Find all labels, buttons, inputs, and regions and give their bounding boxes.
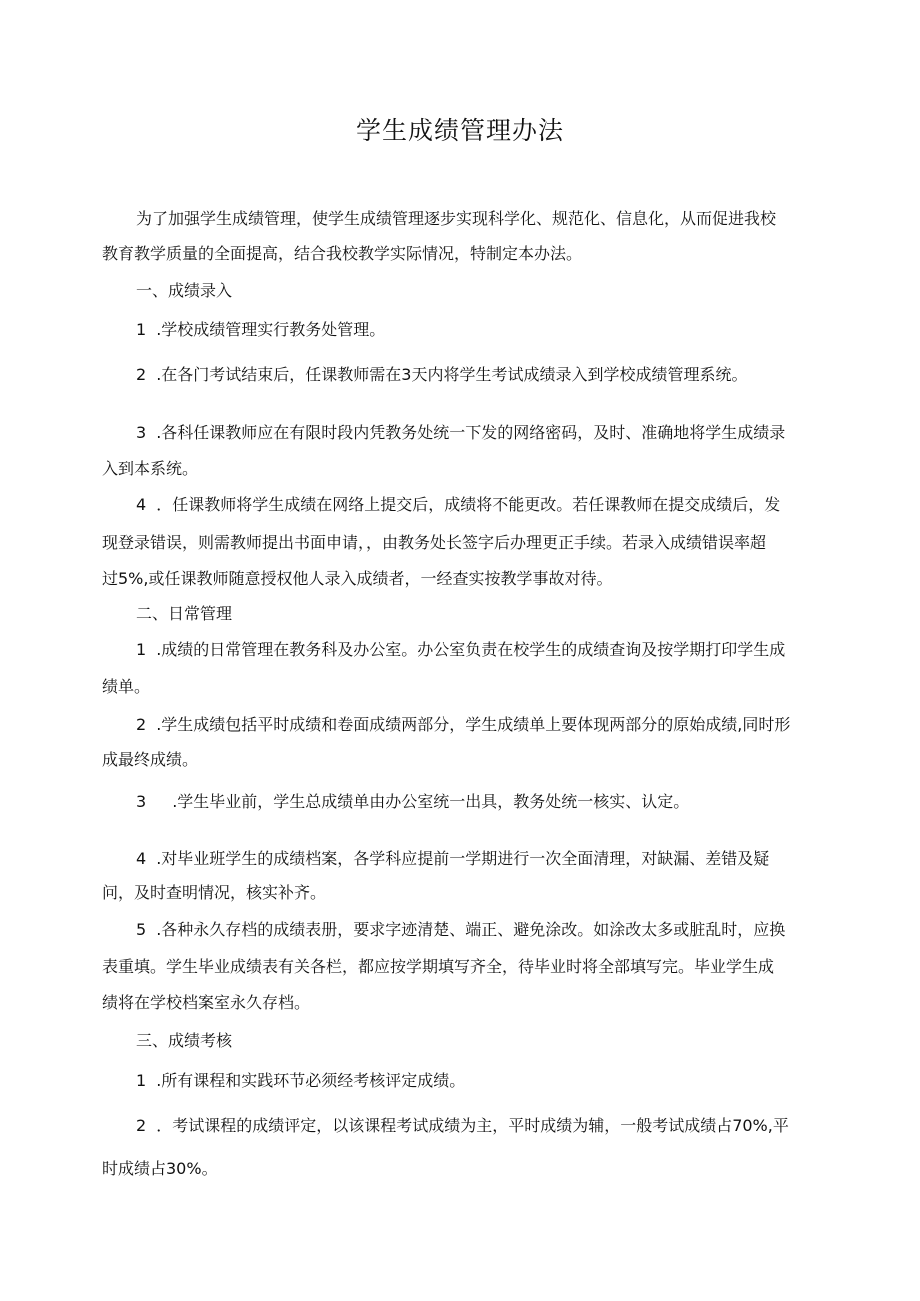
list-item xyxy=(136,365,822,385)
item-text-continuation: 入到本系统。 xyxy=(102,459,199,478)
item-number: 2 xyxy=(136,1116,147,1135)
item-text-continuation: 现登录错误，则需教师提出书面申请，，由教务处长签字后办理更正手续。若录入成绩错误率超 xyxy=(102,533,767,552)
item-text: ．考试课程的成绩评定，以该课程考试成绩为主，平时成绩为辅，一般考试成绩占70%,平 xyxy=(156,1116,789,1135)
section-heading: 二、日常管理 xyxy=(136,604,233,623)
item-number: 4 xyxy=(136,495,147,514)
list-item xyxy=(136,792,822,812)
item-number: 2 xyxy=(136,715,147,734)
intro-line-1: 为了加强学生成绩管理，使学生成绩管理逐步实现科学化、规范化、信息化，从而促进我校 xyxy=(136,209,777,228)
intro-line-2: 教育教学质量的全面提高，结合我校教学实际情况，特制定本办法。 xyxy=(102,244,583,263)
item-text: .学校成绩管理实行教务处管理。 xyxy=(156,320,386,339)
list-item xyxy=(136,1116,822,1136)
item-text-continuation: 绩单。 xyxy=(102,677,151,696)
item-text-continuation: 时成绩占30%。 xyxy=(102,1159,218,1178)
list-item xyxy=(136,920,822,940)
item-text: .各种永久存档的成绩表册，要求字迹清楚、端正、避免涂改。如涂改太多或脏乱时，应换 xyxy=(156,920,786,939)
item-number: 1 xyxy=(136,1071,147,1090)
item-text: .所有课程和实践环节必须经考核评定成绩。 xyxy=(156,1071,466,1090)
list-item xyxy=(136,320,822,340)
list-item xyxy=(136,849,822,869)
item-text-continuation: 绩将在学校档案室永久存档。 xyxy=(102,993,311,1012)
item-number: 1 xyxy=(136,320,147,339)
item-text: .学生成绩包括平时成绩和卷面成绩两部分，学生成绩单上要体现两部分的原始成绩,同时形 xyxy=(156,715,791,734)
item-text: .在各门考试结束后，任课教师需在3天内将学生考试成绩录入到学校成绩管理系统。 xyxy=(156,365,748,384)
item-text-continuation: 成最终成绩。 xyxy=(102,750,199,769)
list-item xyxy=(136,1071,822,1091)
item-number: 4 xyxy=(136,849,147,868)
item-number: 3 xyxy=(136,423,147,442)
section-heading: 三、成绩考核 xyxy=(136,1031,233,1050)
item-text: .各科任课教师应在有限时段内凭教务处统一下发的网络密码，及时、准确地将学生成绩录 xyxy=(156,423,786,442)
item-number: 5 xyxy=(136,920,147,939)
item-text: .对毕业班学生的成绩档案，各学科应提前一学期进行一次全面清理，对缺漏、差错及疑 xyxy=(156,849,770,868)
item-number: 2 xyxy=(136,365,147,384)
item-text-continuation: 过5%,或任课教师随意授权他人录入成绩者，一经查实按教学事故对待。 xyxy=(102,569,613,588)
item-number: 1 xyxy=(136,640,147,659)
item-text-continuation: 表重填。学生毕业成绩表有关各栏，都应按学期填写齐全，待毕业时将全部填写完。毕业学生成 xyxy=(102,957,775,976)
list-item xyxy=(136,495,822,515)
item-text: ．任课教师将学生成绩在网络上提交后，成绩将不能更改。若任课教师在提交成绩后，发 xyxy=(156,495,781,514)
list-item xyxy=(136,715,822,735)
item-text-continuation: 问，及时查明情况，核实补齐。 xyxy=(102,883,327,902)
item-text: .成绩的日常管理在教务科及办公室。办公室负责在校学生的成绩查询及按学期打印学生成 xyxy=(156,640,786,659)
page-title: 学生成绩管理办法 xyxy=(355,116,564,145)
item-number: 3 xyxy=(136,792,147,811)
item-text: .学生毕业前，学生总成绩单由办公室统一出具，教务处统一核实、认定。 xyxy=(172,792,690,811)
section-heading: 一、成绩录入 xyxy=(136,281,233,300)
list-item xyxy=(136,640,822,660)
list-item xyxy=(136,423,822,443)
